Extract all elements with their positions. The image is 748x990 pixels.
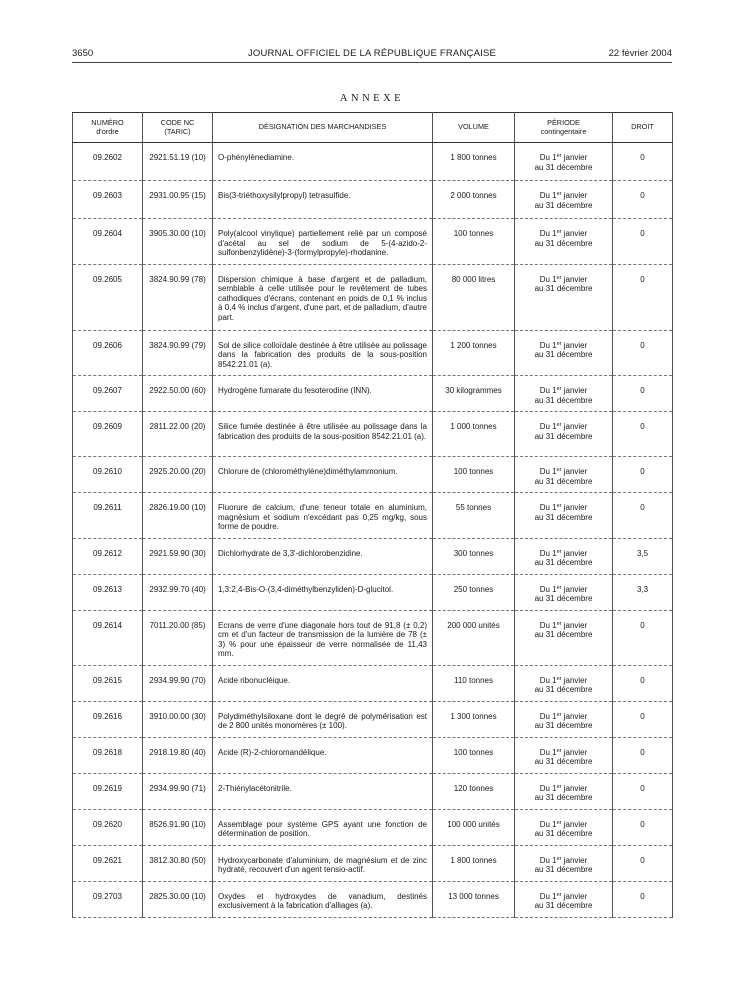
table-row bbox=[73, 330, 673, 376]
periode-from-prefix: Du 1 bbox=[539, 675, 557, 685]
cell-periode bbox=[515, 737, 613, 773]
cell-volume: 1 000 tonnes bbox=[433, 412, 515, 457]
cell-numero: 09.2611 bbox=[73, 493, 143, 539]
cell-numero: 09.2603 bbox=[73, 181, 143, 219]
table-row bbox=[73, 773, 673, 809]
cell-numero: 09.2604 bbox=[73, 219, 143, 265]
cell-droit: 0 bbox=[613, 773, 673, 809]
cell-volume: 300 tonnes bbox=[433, 538, 515, 574]
periode-from bbox=[516, 820, 611, 830]
periode-from-sup: er bbox=[556, 819, 562, 826]
periode-to: au 31 décembre bbox=[534, 476, 593, 486]
cell-numero: 09.2620 bbox=[73, 809, 143, 845]
cell-volume: 1 800 tonnes bbox=[433, 143, 515, 181]
periode-from bbox=[516, 748, 611, 758]
cell-periode bbox=[515, 574, 613, 610]
periode-from-suffix: janvier bbox=[561, 819, 588, 829]
cell-droit: 0 bbox=[613, 665, 673, 701]
periode-from-prefix: Du 1 bbox=[539, 386, 557, 395]
cell-droit: 0 bbox=[613, 412, 673, 457]
cell-code-nc: 2934.99.90 (70) bbox=[143, 665, 213, 701]
cell-volume: 1 200 tonnes bbox=[433, 330, 515, 376]
table-body bbox=[73, 143, 673, 918]
col-header-numero bbox=[73, 113, 143, 143]
periode-from-suffix: janvier bbox=[561, 503, 588, 512]
cell-code-nc: 3824.90.99 (78) bbox=[143, 264, 213, 330]
col-header-periode-line2: contingentaire bbox=[540, 126, 587, 136]
periode-to: au 31 décembre bbox=[534, 162, 593, 172]
periode-from bbox=[516, 153, 611, 163]
col-header-code-line1: CODE NC bbox=[160, 118, 195, 127]
periode-from-sup: er bbox=[556, 340, 562, 347]
cell-volume: 1 300 tonnes bbox=[433, 701, 515, 737]
cell-volume: 55 tonnes bbox=[433, 493, 515, 539]
page-header bbox=[72, 48, 672, 62]
col-header-periode-line1: PÉRIODE bbox=[547, 118, 580, 127]
periode-from-sup: er bbox=[556, 229, 562, 235]
periode-from-suffix: janvier bbox=[561, 711, 588, 721]
cell-volume: 13 000 tonnes bbox=[433, 881, 515, 917]
periode-from-prefix: Du 1 bbox=[539, 819, 557, 829]
periode-from-suffix: janvier bbox=[561, 783, 588, 793]
cell-volume: 80 000 litres bbox=[433, 264, 515, 330]
periode-from bbox=[516, 784, 611, 794]
cell-droit: 0 bbox=[613, 845, 673, 881]
periode-from-prefix: Du 1 bbox=[539, 891, 557, 901]
cell-droit: 3,5 bbox=[613, 538, 673, 574]
periode-from-sup: er bbox=[556, 422, 562, 428]
periode-from bbox=[516, 585, 611, 595]
cell-code-nc: 2825.30.00 (10) bbox=[143, 881, 213, 917]
table-row bbox=[73, 143, 673, 181]
table-row bbox=[73, 376, 673, 412]
table-row bbox=[73, 219, 673, 265]
cell-periode bbox=[515, 665, 613, 701]
periode-from-sup: er bbox=[556, 675, 562, 682]
periode-from bbox=[516, 191, 611, 201]
cell-droit: 0 bbox=[613, 809, 673, 845]
periode-from bbox=[516, 341, 611, 351]
cell-volume: 1 800 tonnes bbox=[433, 845, 515, 881]
cell-volume: 100 tonnes bbox=[433, 219, 515, 265]
table-row bbox=[73, 665, 673, 701]
cell-periode bbox=[515, 701, 613, 737]
periode-from-sup: er bbox=[556, 783, 562, 790]
periode-from-sup: er bbox=[556, 467, 562, 473]
periode-from-prefix: Du 1 bbox=[539, 711, 557, 721]
periode-to: au 31 décembre bbox=[534, 685, 593, 694]
cell-code-nc: 2925.20.00 (20) bbox=[143, 457, 213, 493]
cell-numero: 09.2609 bbox=[73, 412, 143, 457]
cell-droit: 0 bbox=[613, 493, 673, 539]
table-row bbox=[73, 737, 673, 773]
table-row bbox=[73, 264, 673, 330]
cell-volume: 2 000 tonnes bbox=[433, 181, 515, 219]
cell-volume: 30 kilogrammes bbox=[433, 376, 515, 412]
cell-designation: 1,3:2,4-Bis-O-(3,4-diméthylbenzyliden)-D-glucitol. bbox=[213, 574, 433, 610]
periode-from-prefix: Du 1 bbox=[539, 229, 557, 238]
cell-code-nc: 3905.30.00 (10) bbox=[143, 219, 213, 265]
cell-designation: Fluorure de calcium, d'une teneur totale en aluminium, magnésium et sodium n'excédant pas 0,25 mg/kg, sous forme de poudre. bbox=[213, 493, 433, 539]
cell-designation: Dichlorhydrate de 3,3'-dichlorobenzidine. bbox=[213, 538, 433, 574]
col-header-volume: VOLUME bbox=[433, 113, 515, 143]
periode-from bbox=[516, 856, 611, 866]
cell-code-nc: 3824.90.99 (79) bbox=[143, 330, 213, 376]
periode-from-suffix: janvier bbox=[561, 467, 588, 476]
cell-code-nc: 8526.91.90 (10) bbox=[143, 809, 213, 845]
cell-periode bbox=[515, 330, 613, 376]
periode-from bbox=[516, 422, 611, 432]
periode-from-sup: er bbox=[556, 153, 562, 159]
periode-to: au 31 décembre bbox=[534, 431, 593, 441]
cell-periode bbox=[515, 219, 613, 265]
periode-from bbox=[516, 549, 611, 559]
cell-numero: 09.2606 bbox=[73, 330, 143, 376]
cell-volume: 200 000 unités bbox=[433, 610, 515, 665]
quota-table bbox=[72, 112, 673, 918]
periode-from-sup: er bbox=[556, 747, 562, 754]
col-header-droit: DROIT bbox=[613, 113, 673, 143]
cell-periode bbox=[515, 538, 613, 574]
cell-periode bbox=[515, 610, 613, 665]
cell-numero: 09.2602 bbox=[73, 143, 143, 181]
periode-to: au 31 décembre bbox=[534, 238, 593, 248]
cell-code-nc: 2921.51.19 (10) bbox=[143, 143, 213, 181]
periode-from-prefix: Du 1 bbox=[539, 191, 557, 200]
periode-from-suffix: janvier bbox=[561, 675, 588, 685]
col-header-periode bbox=[515, 113, 613, 143]
periode-from-prefix: Du 1 bbox=[539, 783, 557, 793]
cell-code-nc: 2931.00.95 (15) bbox=[143, 181, 213, 219]
col-header-code bbox=[143, 113, 213, 143]
cell-code-nc: 2811.22.00 (20) bbox=[143, 412, 213, 457]
cell-designation: Polydiméthylsiloxane dont le degré de polymérisation est de 2 800 unités monomères (± 100). bbox=[213, 701, 433, 737]
cell-numero: 09.2621 bbox=[73, 845, 143, 881]
periode-to: au 31 décembre bbox=[534, 721, 593, 730]
table-row bbox=[73, 845, 673, 881]
cell-designation: Silice fumée destinée à être utilisée au polissage dans la fabrication des produits de la sous-position 8542.21.01 (a). bbox=[213, 412, 433, 457]
cell-code-nc: 2934.99.90 (71) bbox=[143, 773, 213, 809]
table-row bbox=[73, 610, 673, 665]
cell-numero: 09.2612 bbox=[73, 538, 143, 574]
cell-droit: 0 bbox=[613, 330, 673, 376]
cell-code-nc: 2826.19.00 (10) bbox=[143, 493, 213, 539]
page-bottom-margin bbox=[0, 952, 748, 990]
periode-to: au 31 décembre bbox=[534, 793, 593, 802]
cell-periode bbox=[515, 457, 613, 493]
table-row bbox=[73, 538, 673, 574]
cell-numero: 09.2614 bbox=[73, 610, 143, 665]
page-number: 3650 bbox=[72, 48, 94, 59]
periode-from-suffix: janvier bbox=[561, 153, 588, 162]
cell-designation: Acide ribonucléique. bbox=[213, 665, 433, 701]
periode-from-suffix: janvier bbox=[561, 548, 588, 558]
periode-from-prefix: Du 1 bbox=[539, 467, 557, 476]
cell-droit: 0 bbox=[613, 181, 673, 219]
periode-from bbox=[516, 275, 611, 285]
cell-designation: Sol de silice colloïdale destinée à être utilisée au polissage dans la fabrication des produits de la sous-position 8542.21.01 (a). bbox=[213, 330, 433, 376]
periode-from bbox=[516, 503, 611, 513]
periode-from-suffix: janvier bbox=[561, 191, 588, 200]
cell-designation: Poly(alcool vinylique) partiellement relié par un composé d'acétal au sel de sodium de 5-(4-azido-2-sulfonbenzylidène)-3-(formylpropyle)-rhodanine. bbox=[213, 219, 433, 265]
periode-from-prefix: Du 1 bbox=[539, 620, 557, 630]
periode-from-suffix: janvier bbox=[561, 891, 588, 901]
periode-from-sup: er bbox=[556, 711, 562, 718]
periode-from-prefix: Du 1 bbox=[539, 503, 557, 512]
cell-periode bbox=[515, 412, 613, 457]
periode-from-sup: er bbox=[556, 620, 562, 627]
periode-from-suffix: janvier bbox=[561, 340, 588, 350]
periode-from bbox=[516, 712, 611, 722]
periode-from-prefix: Du 1 bbox=[539, 855, 557, 865]
table-row bbox=[73, 457, 673, 493]
cell-droit: 3,3 bbox=[613, 574, 673, 610]
cell-numero: 09.2613 bbox=[73, 574, 143, 610]
periode-from-sup: er bbox=[556, 274, 562, 281]
cell-code-nc: 2921.59.90 (30) bbox=[143, 538, 213, 574]
periode-from-suffix: janvier bbox=[561, 422, 588, 431]
cell-volume: 100 tonnes bbox=[433, 737, 515, 773]
periode-to: au 31 décembre bbox=[534, 200, 593, 210]
cell-code-nc: 3812.30.80 (50) bbox=[143, 845, 213, 881]
periode-from bbox=[516, 467, 611, 477]
cell-code-nc: 2922.50.00 (60) bbox=[143, 376, 213, 412]
cell-droit: 0 bbox=[613, 737, 673, 773]
periode-from bbox=[516, 676, 611, 686]
cell-droit: 0 bbox=[613, 219, 673, 265]
periode-from-prefix: Du 1 bbox=[539, 584, 557, 594]
periode-from bbox=[516, 621, 611, 631]
cell-droit: 0 bbox=[613, 701, 673, 737]
cell-numero: 09.2616 bbox=[73, 701, 143, 737]
cell-droit: 0 bbox=[613, 376, 673, 412]
cell-volume: 100 tonnes bbox=[433, 457, 515, 493]
periode-from-sup: er bbox=[556, 891, 562, 898]
cell-periode bbox=[515, 809, 613, 845]
periode-from-suffix: janvier bbox=[561, 747, 588, 757]
periode-from-suffix: janvier bbox=[561, 855, 588, 865]
cell-droit: 0 bbox=[613, 881, 673, 917]
periode-from bbox=[516, 892, 611, 902]
cell-droit: 0 bbox=[613, 457, 673, 493]
cell-code-nc: 2918.19.80 (40) bbox=[143, 737, 213, 773]
cell-droit: 0 bbox=[613, 610, 673, 665]
cell-periode bbox=[515, 181, 613, 219]
cell-periode bbox=[515, 493, 613, 539]
cell-designation: Hydroxycarbonate d'aluminium, de magnésium et de zinc hydraté, recouvert d'un agent tensio-actif. bbox=[213, 845, 433, 881]
periode-from-prefix: Du 1 bbox=[539, 340, 557, 350]
col-header-numero-line2: d'ordre bbox=[96, 126, 119, 136]
table-row bbox=[73, 412, 673, 457]
cell-numero: 09.2610 bbox=[73, 457, 143, 493]
col-header-designation: DÉSIGNATION DES MARCHANDISES bbox=[213, 113, 433, 143]
annexe-title: ANNEXE bbox=[339, 93, 405, 104]
cell-designation: Hydrogène fumarate du fesoterodine (INN). bbox=[213, 376, 433, 412]
cell-numero: 09.2605 bbox=[73, 264, 143, 330]
cell-droit: 0 bbox=[613, 264, 673, 330]
cell-designation: Acide (R)-2-chloromandélique. bbox=[213, 737, 433, 773]
periode-to: au 31 décembre bbox=[534, 512, 593, 522]
periode-to: au 31 décembre bbox=[534, 350, 593, 359]
periode-to: au 31 décembre bbox=[534, 594, 593, 603]
periode-from-sup: er bbox=[556, 386, 562, 392]
cell-numero: 09.2615 bbox=[73, 665, 143, 701]
cell-designation: 2-Thiénylacétonitrile. bbox=[213, 773, 433, 809]
table-row bbox=[73, 181, 673, 219]
cell-periode bbox=[515, 773, 613, 809]
periode-to: au 31 décembre bbox=[534, 757, 593, 766]
cell-periode bbox=[515, 264, 613, 330]
table-row bbox=[73, 493, 673, 539]
periode-to: au 31 décembre bbox=[534, 284, 593, 293]
cell-designation: Dispersion chimique à base d'argent et de palladium, semblable à celle utilisée pour le revêtement de tubes cathodiques d'écrans, contenant en poids de 0,1 % inclus à 0,4 % inclus d'argent, d'une part, et de palladium, d'autre part. bbox=[213, 264, 433, 330]
periode-from bbox=[516, 229, 611, 239]
cell-designation: Oxydes et hydroxydes de vanadium, destinés exclusivement à la fabrication d'alliages (a). bbox=[213, 881, 433, 917]
cell-code-nc: 3910.00.00 (30) bbox=[143, 701, 213, 737]
publication-date: 22 février 2004 bbox=[608, 48, 672, 59]
cell-numero: 09.2619 bbox=[73, 773, 143, 809]
cell-periode bbox=[515, 881, 613, 917]
periode-from-sup: er bbox=[556, 548, 562, 555]
cell-code-nc: 7011.20.00 (85) bbox=[143, 610, 213, 665]
periode-from-suffix: janvier bbox=[561, 620, 588, 630]
cell-volume: 120 tonnes bbox=[433, 773, 515, 809]
cell-designation: Ecrans de verre d'une diagonale hors tout de 91,8 (± 0,2) cm et d'un facteur de transmission de la lumière de 78 (± 3) % pour une épaisseur de verre normalisée de 11,43 mm. bbox=[213, 610, 433, 665]
periode-from-sup: er bbox=[556, 855, 562, 862]
periode-from-prefix: Du 1 bbox=[539, 274, 557, 284]
header-rule bbox=[72, 62, 672, 63]
periode-to: au 31 décembre bbox=[534, 829, 593, 838]
table-row bbox=[73, 881, 673, 917]
periode-to: au 31 décembre bbox=[534, 558, 593, 567]
cell-periode bbox=[515, 845, 613, 881]
cell-designation: Bis(3-triéthoxysilylpropyl) tetrasulfide. bbox=[213, 181, 433, 219]
journal-title: JOURNAL OFFICIEL DE LA RÉPUBLIQUE FRANÇAISE bbox=[247, 48, 497, 59]
periode-from-suffix: janvier bbox=[561, 386, 588, 395]
table-row bbox=[73, 809, 673, 845]
table-header-row bbox=[73, 113, 673, 143]
periode-from-sup: er bbox=[556, 503, 562, 509]
cell-volume: 250 tonnes bbox=[433, 574, 515, 610]
table-row bbox=[73, 701, 673, 737]
periode-from-prefix: Du 1 bbox=[539, 747, 557, 757]
cell-numero: 09.2618 bbox=[73, 737, 143, 773]
col-header-code-line2: (TARIC) bbox=[164, 126, 191, 136]
periode-from-prefix: Du 1 bbox=[539, 422, 557, 431]
periode-from-prefix: Du 1 bbox=[539, 153, 557, 162]
periode-from-suffix: janvier bbox=[561, 229, 588, 238]
cell-designation: Chlorure de (chlorométhylène)diméthylammonium. bbox=[213, 457, 433, 493]
table-row bbox=[73, 574, 673, 610]
periode-from-sup: er bbox=[556, 584, 562, 591]
periode-from bbox=[516, 386, 611, 396]
periode-from-sup: er bbox=[556, 191, 562, 197]
cell-droit: 0 bbox=[613, 143, 673, 181]
periode-to: au 31 décembre bbox=[534, 901, 593, 910]
cell-periode bbox=[515, 376, 613, 412]
periode-from-prefix: Du 1 bbox=[539, 548, 557, 558]
cell-volume: 100 000 unités bbox=[433, 809, 515, 845]
periode-to: au 31 décembre bbox=[534, 395, 593, 405]
cell-numero: 09.2607 bbox=[73, 376, 143, 412]
cell-periode bbox=[515, 143, 613, 181]
periode-to: au 31 décembre bbox=[534, 630, 593, 639]
periode-to: au 31 décembre bbox=[534, 865, 593, 874]
cell-volume: 110 tonnes bbox=[433, 665, 515, 701]
periode-from-suffix: janvier bbox=[561, 584, 588, 594]
cell-designation: O-phénylènediamine. bbox=[213, 143, 433, 181]
cell-numero: 09.2703 bbox=[73, 881, 143, 917]
cell-code-nc: 2932.99.70 (40) bbox=[143, 574, 213, 610]
periode-from-suffix: janvier bbox=[561, 274, 588, 284]
col-header-numero-line1: NUMÉRO bbox=[91, 118, 124, 127]
cell-designation: Assemblage pour système GPS ayant une fonction de détermination de position. bbox=[213, 809, 433, 845]
